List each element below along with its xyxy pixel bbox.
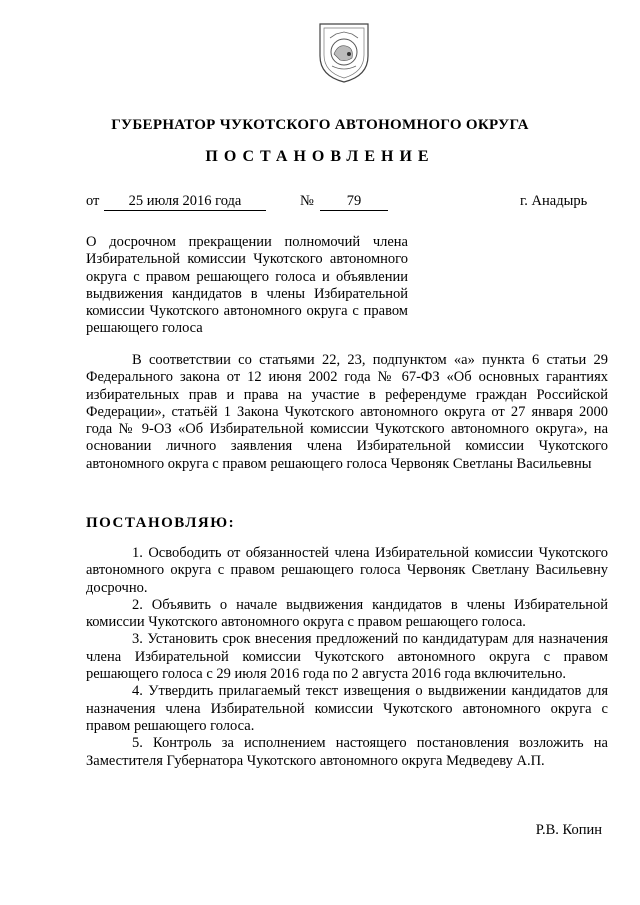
document-meta <box>0 193 640 213</box>
document-type: ПОСТАНОВЛЕНИЕ <box>205 148 435 165</box>
date-prefix: от <box>86 193 100 209</box>
resolution-item: 1. Освободить от обязанностей члена Избирательной комиссии Чукотского автономного округа с правом решающего голоса Червоняк Светлану Васильевну досрочно. <box>86 545 608 596</box>
document-subject: О досрочном прекращении полномочий члена Избирательной комиссии Чукотского автономного округа с правом решающего голоса и объявлении выдвижения кандидатов в члены Избирательной комиссии Чукотского автономного округа с правом решающего голоса <box>86 234 408 337</box>
coat-of-arms-emblem-icon <box>316 18 372 84</box>
document-number: 79 <box>320 193 388 211</box>
resolution-item: 5. Контроль за исполнением настоящего постановления возложить на Заместителя Губернатора Чукотского автономного округа Медведеву А.П. <box>86 735 608 769</box>
document-place: г. Анадырь <box>520 193 588 209</box>
signatory-name: Р.В. Копин <box>535 822 602 838</box>
resolution-items <box>86 545 608 770</box>
number-prefix: № <box>300 193 314 209</box>
resolution-item: 2. Объявить о начале выдвижения кандидатов в члены Избирательной комиссии Чукотского автономного округа с правом решающего голоса. <box>86 596 608 631</box>
resolution-item: 4. Утвердить прилагаемый текст извещения о выдвижении кандидатов для назначения члена Избирательной комиссии Чукотского автономного округа с правом решающего голоса. <box>86 683 608 734</box>
resolve-heading: ПОСТАНОВЛЯЮ: <box>86 515 236 531</box>
resolution-item: 3. Установить срок внесения предложений по кандидатурам для назначения члена Избирательной комиссии Чукотского автономного округа с правом решающего голоса с 29 июля 2016 года по 2 августа 2016 года включительно. <box>86 631 608 683</box>
issuer-title: ГУБЕРНАТОР ЧУКОТСКОГО АВТОНОМНОГО ОКРУГА <box>111 117 529 133</box>
document-date: 25 июля 2016 года <box>104 193 266 211</box>
preamble-paragraph: В соответствии со статьями 22, 23, подпунктом «а» пункта 6 статьи 29 Федерального закона от 12 июня 2002 года № 67-ФЗ «Об основных гарантиях избирательных прав и права на участие в референдуме граждан Российской Федерации», статьёй 1 Закона Чукотского автономного округа от 27 января 2000 года № 9-ОЗ «Об Избирательной комиссии Чукотского автономного округа», на основании личного заявления члена Избирательной комиссии Чукотского автономного округа с правом решающего голоса Червоняк Светланы Васильевны <box>86 352 608 472</box>
